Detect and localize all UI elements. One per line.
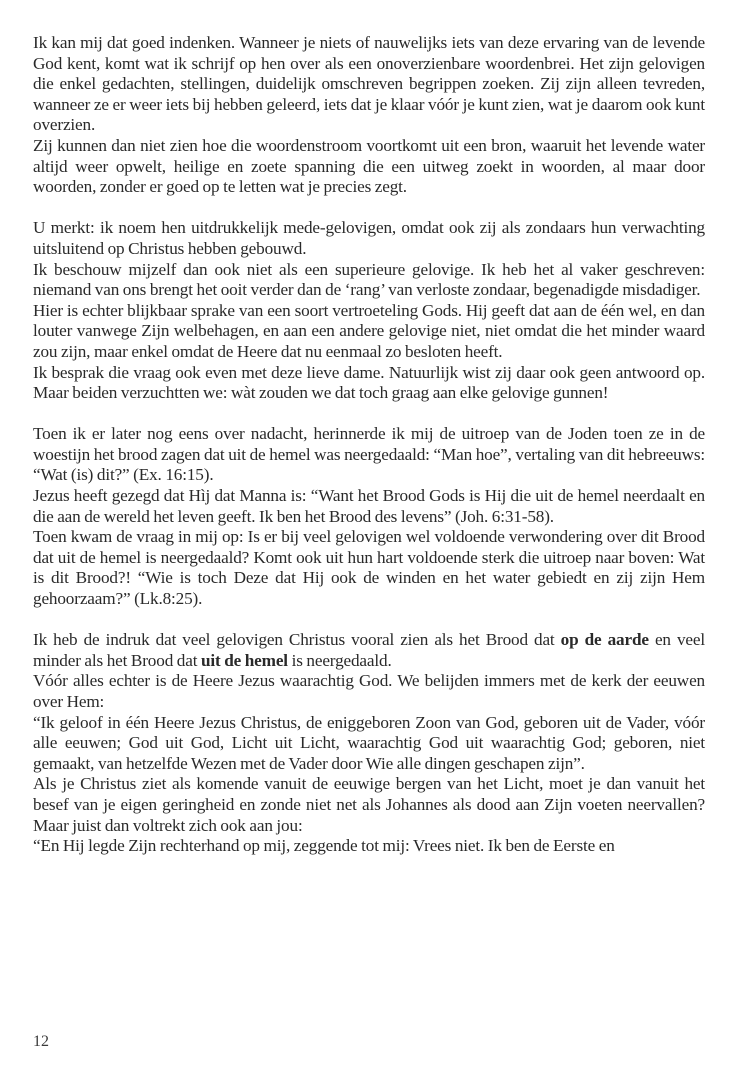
paragraph: Ik besprak die vraag ook even met deze lieve dame. Natuurlijk wist zij daar ook geen antwoord op. Maar beiden verzuchtten we: wàt zouden we dat toch graag aan elke gelovige gunnen!: [33, 362, 705, 403]
page-body: [33, 33, 705, 857]
paragraph: Zij kunnen dan niet zien hoe die woordenstroom voortkomt uit een bron, waaruit het levende water altijd weer opwelt, heilige en zoete spanning die een uitweg zoekt in woorden, al maar door woorden, zonder er goed op te letten wat je precies zegt.: [33, 135, 705, 197]
emphasis-from-heaven: uit de hemel: [200, 650, 288, 670]
paragraph: Jezus heeft gezegd dat Hìj dat Manna is: “Want het Brood Gods is Hij die uit de hemel neerdaalt en die aan de wereld het leven geeft. Ik ben het Brood des levens” (Joh. 6:31-58).: [33, 486, 705, 526]
paragraph-gap: [33, 610, 705, 631]
paragraph: “Ik geloof in één Heere Jezus Christus, de eniggeboren Zoon van God, geboren uit de Vader, vóór alle eeuwen; God uit God, Licht uit Licht, waarachtig God uit waarachtig God; geboren, niet gemaakt, van hetzelfde Wezen met de Vader door Wie alle dingen geschapen zijn”.: [33, 712, 705, 773]
paragraph: “En Hij legde Zijn rechterhand op mij, zeggende tot mij: Vrees niet. Ik ben de Eerste en: [33, 836, 615, 856]
text-run: en veel minder als het Brood dat: [33, 630, 705, 670]
emphasis-on-earth: op de aarde: [560, 630, 649, 650]
paragraph: Toen ik er later nog eens over nadacht, herinnerde ik mij de uitroep van de Joden toen ze in de woestijn het brood zagen dat uit de hemel was neergedaald: “Man hoe”, vertaling van dit hebreeuws: “Wat (is) dit?” (Ex. 16:15).: [33, 424, 705, 485]
paragraph: Ik kan mij dat goed indenken. Wanneer je niets of nauwelijks iets van deze ervaring van de levende God kent, komt wat ik schrijf op hen over als een onoverzienbare woordenbrei. Het zijn gelovigen die enkel gedachten, stellingen, duidelijk omschreven begrippen zoeken. Zij zijn alleen tevreden, wanneer ze er weer iets bij hebben geleerd, iets dat je klaar vóór je kunt zien, wat je daarom ook kunt overzien.: [33, 33, 705, 135]
paragraph: Vóór alles echter is de Heere Jezus waarachtig God. We belijden immers met de kerk der eeuwen over Hem:: [33, 671, 705, 711]
paragraph: U merkt: ik noem hen uitdrukkelijk mede-gelovigen, omdat ook zij als zondaars hun verwachting uitsluitend op Christus hebben gebouwd.: [33, 218, 705, 258]
text-run: is neergedaald.: [291, 650, 392, 670]
paragraph-gap: [33, 198, 705, 219]
paragraph-with-emphasis: [33, 630, 705, 671]
body-text: [33, 33, 705, 857]
page-number: 12: [33, 1033, 49, 1050]
paragraph: Toen kwam de vraag in mij op: Is er bij veel gelovigen wel voldoende verwondering over dit Brood dat uit de hemel is neergedaald? Komt ook uit hun hart voldoende sterk die uitroep naar boven: Wat is dit Brood?! “Wie is toch Deze dat Hij ook de winden en het water gebiedt en zij zijn Hem gehoorzaam?” (Lk.8:25).: [33, 527, 705, 609]
paragraph: Ik beschouw mijzelf dan ook niet als een superieure gelovige. Ik heb het al vaker geschreven: niemand van ons brengt het ooit verder dan de ‘rang’ van verloste zondaar, begenadigde misdadiger.: [33, 259, 705, 300]
paragraph: Als je Christus ziet als komende vanuit de eeuwige bergen van het Licht, moet je dan vanuit het besef van je eigen geringheid en zonde niet net als Johannes als dood aan Zijn voeten neervallen? Maar juist dan voltrekt zich ook aan jou:: [33, 774, 705, 835]
paragraph-gap: [33, 404, 705, 425]
text-run: Ik heb de indruk dat veel gelovigen Christus vooral zien als het Brood dat: [33, 630, 555, 650]
paragraph: Hier is echter blijkbaar sprake van een soort vertroeteling Gods. Hij geeft dat aan de één wel, en dan louter vanwege Zijn welbehagen, en aan een andere gelovige niet, niet omdat die het minder waard zou zijn, maar enkel omdat de Heere dat nu eenmaal zo besloten heeft.: [33, 300, 705, 361]
